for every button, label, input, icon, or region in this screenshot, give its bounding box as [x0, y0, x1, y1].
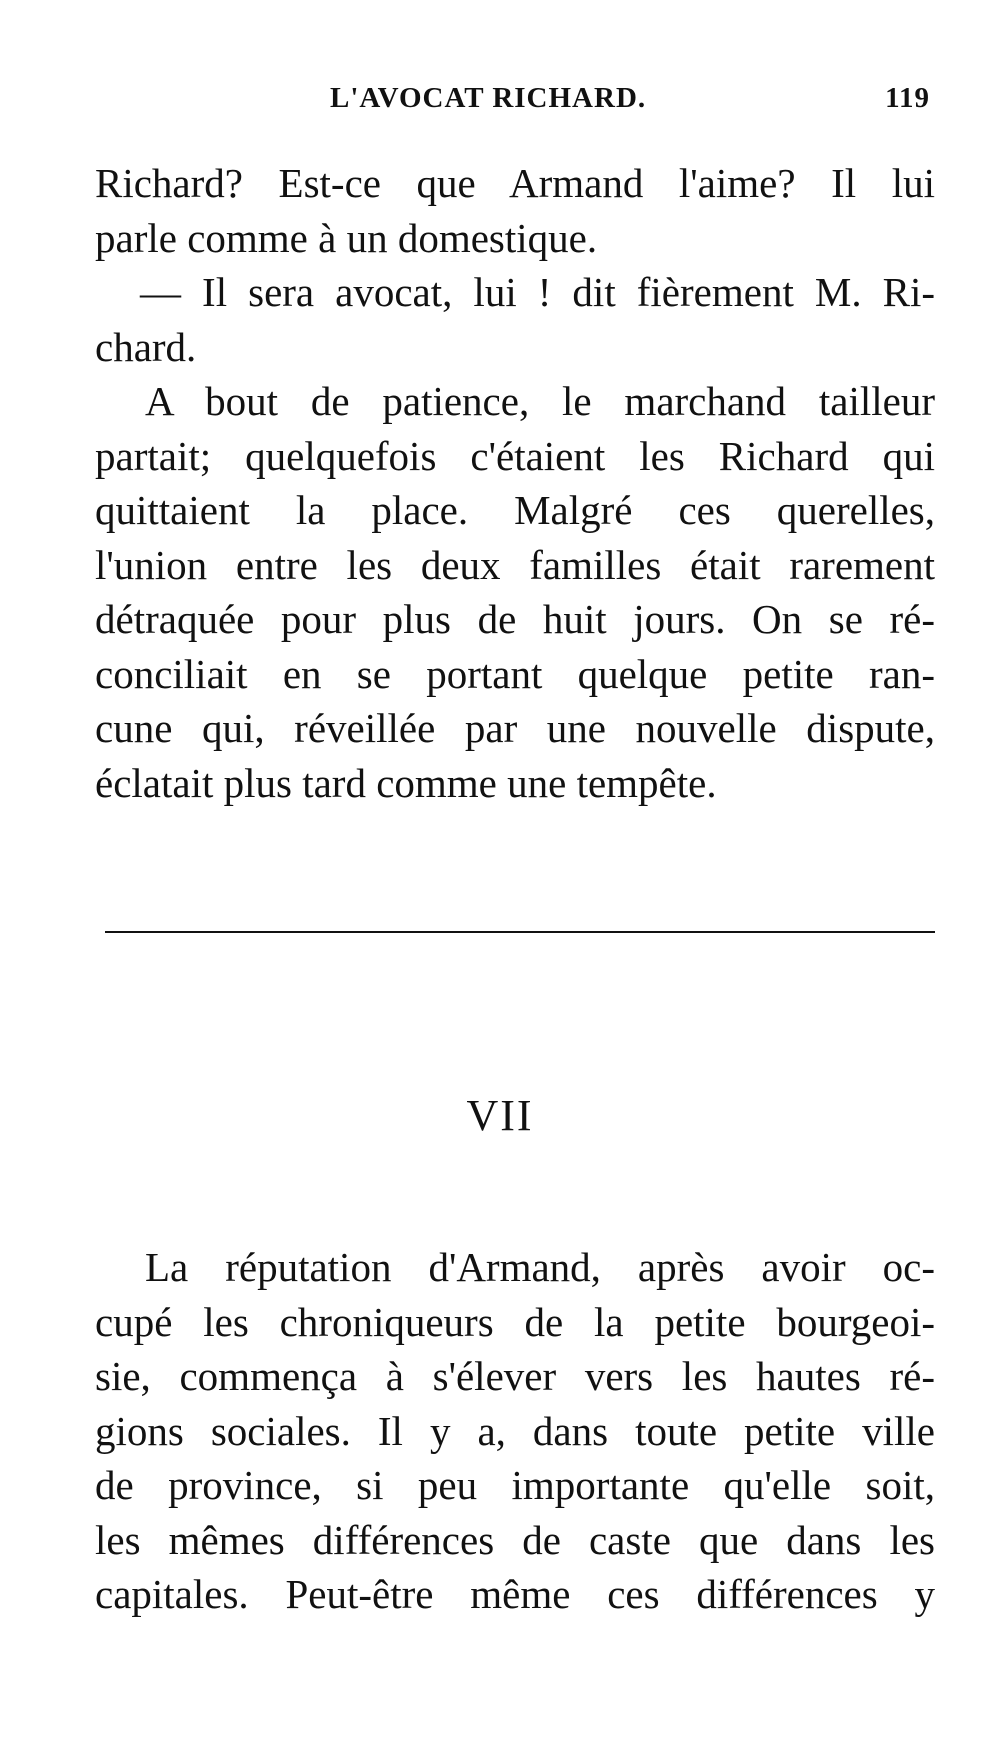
text-line: A bout de patience, le marchand tailleur: [145, 378, 935, 424]
text-line: Richard? Est-ce que Armand l'aime? Il lui: [95, 160, 935, 206]
text-line: l'union entre les deux familles était rarement: [95, 541, 935, 588]
text-block-bottom: [95, 1240, 935, 1622]
text-line: les mêmes différences de caste que dans les: [95, 1516, 935, 1563]
text-line: parle comme à un domestique.: [95, 214, 598, 261]
text-line: éclatait plus tard comme une tempête.: [95, 759, 717, 806]
text-line: cune qui, réveillée par une nouvelle dispute,: [95, 705, 935, 751]
text-block-top: [95, 156, 935, 810]
text-line: capitales. Peut-être même ces différences y: [95, 1571, 935, 1617]
text-line: de province, si peu importante qu'elle soit,: [95, 1462, 935, 1508]
chapter-number: VII: [466, 1091, 534, 1140]
text-line: conciliait en se portant quelque petite ran-: [95, 650, 935, 697]
running-head: [330, 82, 930, 122]
text-line: quittaient la place. Malgré ces querelles,: [95, 487, 935, 533]
text-line: chard.: [95, 323, 197, 370]
text-line: — Il sera avocat, lui ! dit fièrement M. Ri-: [140, 269, 935, 315]
text-line: sie, commença à s'élever vers les hautes ré-: [95, 1353, 935, 1399]
text-line: gions sociales. Il y a, dans toute petite ville: [95, 1407, 935, 1454]
page-number: 119: [885, 82, 930, 114]
text-line: cupé les chroniqueurs de la petite bourgeoi-: [95, 1298, 935, 1345]
text-line: La réputation d'Armand, après avoir oc-: [145, 1244, 935, 1290]
text-line: partait; quelquefois c'étaient les Richard qui: [95, 432, 935, 479]
running-title: L'AVOCAT RICHARD.: [330, 82, 647, 114]
section-divider: [105, 931, 935, 933]
text-line: détraquée pour plus de huit jours. On se ré-: [95, 596, 935, 642]
